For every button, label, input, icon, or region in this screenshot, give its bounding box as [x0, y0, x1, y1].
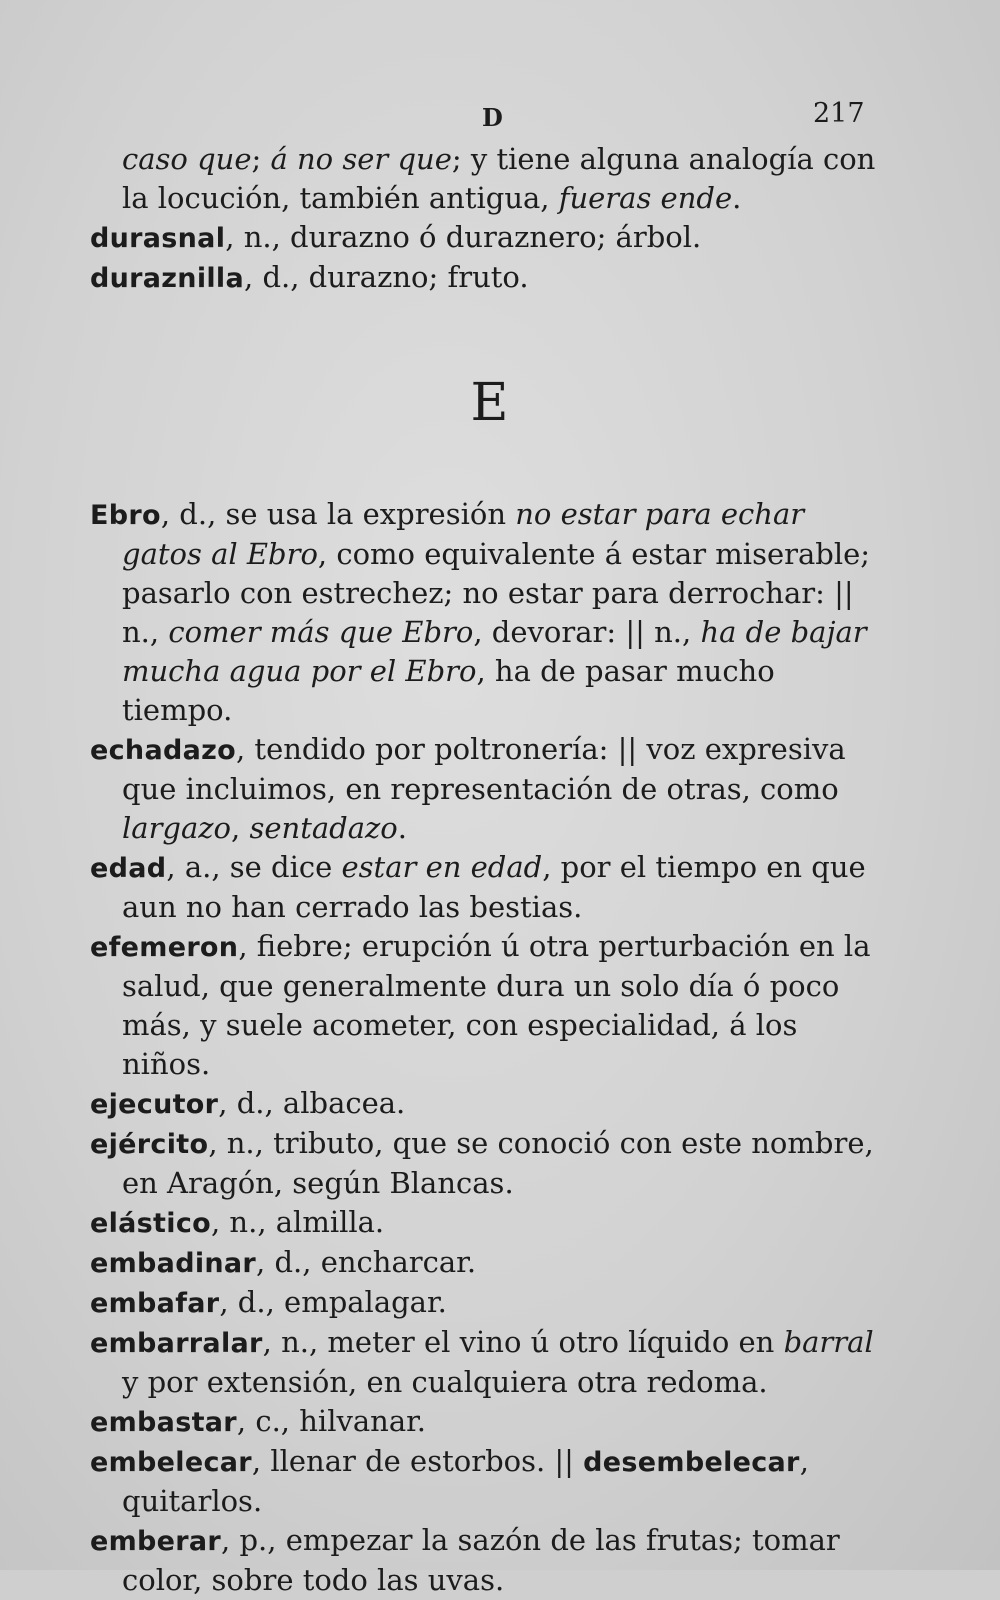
- italic-phrase: barral: [783, 1325, 874, 1359]
- entry-edad: [90, 848, 890, 927]
- entry-ebro: [90, 495, 890, 730]
- headword: ejército: [90, 1129, 209, 1160]
- italic-phrase: estar en edad: [341, 850, 543, 884]
- definition: , n., meter el vino ú otro líquido en: [262, 1325, 784, 1359]
- definition: , fiebre; erupción ú otra perturbación en la salud, que generalmente dura un solo día ó poco más, y suele acometer, con especialidad, á los niños.: [122, 929, 871, 1081]
- entry-embastar: [90, 1402, 890, 1442]
- definition: , por el tiempo en que aun no han cerrado las bestias.: [122, 850, 866, 924]
- definition: , d., empalagar.: [219, 1285, 447, 1319]
- headword: embarralar: [90, 1328, 263, 1359]
- headword: durasnal: [90, 223, 226, 254]
- continued-entry: [90, 140, 890, 218]
- headword: embelecar: [90, 1447, 252, 1478]
- definition: , tendido por poltronería: || voz expresiva que incluimos, en representación de otras, como: [122, 732, 846, 806]
- headword: emberar: [90, 1526, 222, 1557]
- definition: , d., se usa la expresión: [160, 497, 516, 531]
- running-head-letter: D: [482, 103, 503, 132]
- headword: efemeron: [90, 932, 239, 963]
- definition: , devorar: || n.,: [473, 615, 701, 649]
- definition: , d., albacea.: [218, 1086, 406, 1120]
- headword: embastar: [90, 1407, 237, 1438]
- section-letter: E: [470, 373, 510, 433]
- entry-durasnal: [90, 218, 890, 258]
- entry-text: .: [732, 181, 742, 215]
- entry-embarralar: [90, 1323, 890, 1402]
- headword: ejecutor: [90, 1089, 219, 1120]
- entry-text: ;: [251, 142, 271, 176]
- definition: , como equivalente á estar miserable; pasarlo con estrechez; no estar para derrochar: || n.,: [122, 537, 871, 649]
- italic-phrase: ha de bajar mucha agua por el Ebro: [122, 615, 867, 688]
- definition: , n., almilla.: [210, 1205, 385, 1239]
- dictionary-text: [90, 140, 890, 1600]
- definition: .: [397, 811, 407, 845]
- entry-duraznilla: [90, 258, 890, 298]
- headword: elástico: [90, 1208, 211, 1239]
- entry-echadazo: [90, 730, 890, 848]
- entry-embelecar: [90, 1442, 890, 1521]
- headword: embafar: [90, 1288, 220, 1319]
- headword: echadazo: [90, 735, 236, 766]
- definition: , p., empezar la sazón de las frutas; tomar color, sobre todo las uvas.: [122, 1523, 840, 1597]
- italic-phrase: fueras ende: [558, 181, 733, 215]
- entry-efemeron: [90, 927, 890, 1084]
- page-number: 217: [813, 98, 865, 129]
- italic-phrase: largazo: [122, 811, 232, 845]
- italic-phrase: á no ser que: [270, 142, 452, 176]
- entry-ejecutor: [90, 1084, 890, 1124]
- definition: , d., encharcar.: [256, 1245, 477, 1279]
- definition: , c., hilvanar.: [236, 1404, 427, 1438]
- definition: , d., durazno; fruto.: [244, 260, 529, 294]
- headword: Ebro: [90, 500, 161, 531]
- entry-ejercito: [90, 1124, 890, 1203]
- definition: ,: [231, 811, 250, 845]
- definition: , n., tributo, que se conoció con este nombre, en Aragón, según Blancas.: [122, 1126, 874, 1200]
- headword: embadinar: [90, 1248, 257, 1279]
- definition: , llenar de estorbos. ||: [251, 1444, 584, 1478]
- definition: , n., durazno ó duraznero; árbol.: [225, 220, 702, 254]
- italic-phrase: comer más que Ebro: [168, 615, 474, 649]
- definition: , quitarlos.: [122, 1444, 809, 1518]
- headword: desembelecar: [583, 1447, 800, 1478]
- italic-phrase: caso que: [122, 142, 252, 176]
- headword: edad: [90, 853, 167, 884]
- entry-elastico: [90, 1203, 890, 1243]
- entry-text: ; y tiene alguna analogía con la locución, también antigua,: [122, 142, 876, 215]
- headword: duraznilla: [90, 263, 245, 294]
- definition: , a., se dice: [166, 850, 342, 884]
- italic-phrase: no estar para echar gatos al Ebro: [122, 497, 805, 571]
- italic-phrase: sentadazo: [249, 811, 398, 845]
- definition: y por extensión, en cualquiera otra redoma.: [122, 1365, 768, 1399]
- entry-embadinar: [90, 1243, 890, 1283]
- entry-emberar: [90, 1521, 890, 1600]
- definition: , ha de pasar mucho tiempo.: [122, 654, 775, 727]
- entry-embafar: [90, 1283, 890, 1323]
